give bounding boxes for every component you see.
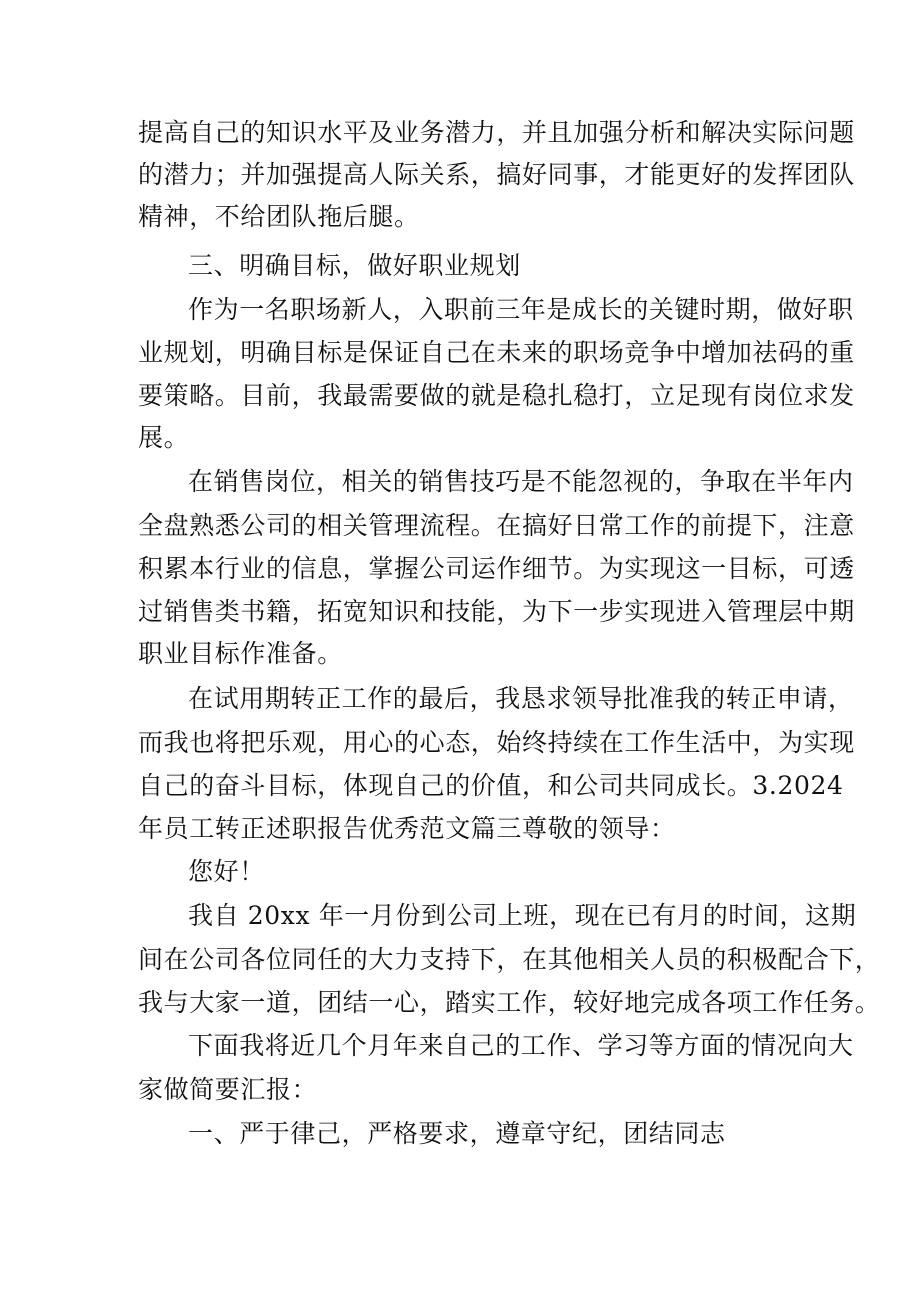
text-line: 职业目标作准备。 [138, 639, 343, 668]
text-line: 在试用期转正工作的最后，我恳求领导批准我的转正申请， [188, 684, 854, 713]
text-line: 间在公司各位同任的大力支持下，在其他相关人员的积极配合下， [138, 945, 881, 974]
text-line: 展。 [138, 423, 190, 452]
text-line: 业规划，明确目标是保证自己在未来的职场竞争中增加祛码的重 [138, 338, 855, 367]
section-heading: 一、严于律己，严格要求，遵章守纪，团结同志 [188, 1119, 726, 1148]
text-line: 自己的奋斗目标，体现自己的价值，和公司共同成长。3.2024 [138, 771, 844, 800]
text-line: 提高自己的知识水平及业务潜力，并且加强分析和解决实际问题 [138, 118, 855, 147]
text-line: 下面我将近几个月年来自己的工作、学习等方面的情况向大 [188, 1031, 854, 1060]
greeting: 您好！ [188, 857, 265, 886]
text-line: 而我也将把乐观，用心的心态，始终持续在工作生活中，为实现 [138, 728, 855, 757]
text-line: 在销售岗位，相关的销售技巧是不能忽视的，争取在半年内 [188, 467, 854, 496]
text-line: 我自 20xx 年一月份到公司上班，现在已有月的时间，这期 [188, 901, 857, 930]
text-line: 全盘熟悉公司的相关管理流程。在搞好日常工作的前提下，注意 [138, 511, 855, 540]
section-heading: 三、明确目标，做好职业规划 [188, 251, 521, 280]
text-line: 的潜力；并加强提高人际关系，搞好同事，才能更好的发挥团队 [138, 160, 855, 189]
text-line: 积累本行业的信息，掌握公司运作细节。为实现这一目标，可透 [138, 554, 855, 583]
text-line: 家做简要汇报： [138, 1075, 318, 1104]
text-line: 年员工转正述职报告优秀范文篇三尊敬的领导： [138, 814, 676, 843]
text-line: 过销售类书籍，拓宽知识和技能，为下一步实现进入管理层中期 [138, 597, 855, 626]
text-line: 作为一名职场新人，入职前三年是成长的关键时期，做好职 [188, 295, 854, 324]
text-line: 要策略。目前，我最需要做的就是稳扎稳打，立足现有岗位求发 [138, 381, 855, 410]
text-line: 我与大家一道，团结一心，踏实工作，较好地完成各项工作任务。 [138, 988, 881, 1017]
text-line: 精神，不给团队拖后腿。 [138, 202, 420, 231]
